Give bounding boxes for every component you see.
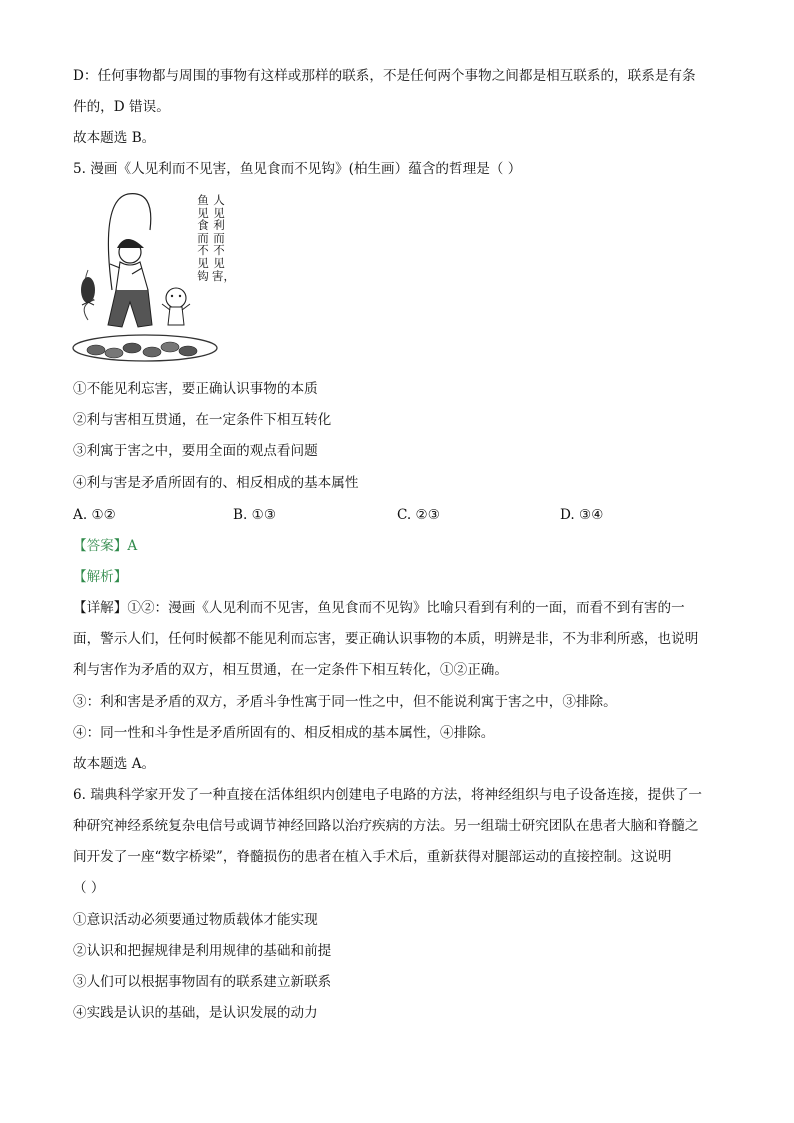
question-6-blank: （ ） — [73, 880, 105, 896]
question-6-stem: 6. 瑞典科学家开发了一种直接在活体组织内创建电子电路的方法，将神经组织与电子设备连接，提供了一 — [73, 787, 703, 803]
text-line: 件的，D 错误。 — [73, 99, 170, 115]
statement-2: ②利与害相互贯通，在一定条件下相互转化 — [73, 412, 332, 428]
analysis-text: 【详解】①②：漫画《人见利而不见害，鱼见食而不见钩》比喻只看到有利的一面，而看不到有害的一 — [73, 600, 685, 616]
text-line: 故本题选 B。 — [73, 130, 156, 146]
statement-3: ③人们可以根据事物固有的联系建立新联系 — [73, 974, 332, 990]
statement-4: ④利与害是矛盾所固有的、相反相成的基本属性 — [73, 475, 359, 491]
analysis-text: ④：同一性和斗争性是矛盾所固有的、相反相成的基本属性，④排除。 — [73, 725, 495, 741]
analysis-text: 利与害作为矛盾的双方，相互贯通，在一定条件下相互转化，①②正确。 — [73, 662, 508, 678]
question-6-stem: 种研究神经系统复杂电信号或调节神经回路以治疗疾病的方法。另一组瑞士研究团队在患者大脑和脊髓之 — [73, 818, 699, 834]
statement-1: ①意识活动必须要通过物质载体才能实现 — [73, 912, 318, 928]
option-d: D. ③④ — [560, 507, 604, 523]
analysis-text: ③：利和害是矛盾的双方，矛盾斗争性寓于同一性之中，但不能说利寓于害之中，③排除。 — [73, 694, 617, 710]
answer-options — [73, 506, 733, 524]
option-a: A. ①② — [73, 507, 116, 523]
analysis-label: 【解析】 — [73, 569, 128, 585]
analysis-text: 面，警示人们，任何时候都不能见利而忘害，要正确认识事物的本质，明辨是非，不为非利所惑，也说明 — [73, 631, 699, 647]
statement-2: ②认识和把握规律是利用规律的基础和前提 — [73, 943, 332, 959]
question-6-stem: 间开发了一座“数字桥梁”，脊髓损伤的患者在植入手术后，重新获得对腿部运动的直接控制。这说明 — [73, 849, 672, 865]
statement-3: ③利寓于害之中，要用全面的观点看问题 — [73, 443, 318, 459]
answer-label: 【答案】A — [73, 538, 138, 554]
cartoon-caption-left: 鱼见食而不见钩 — [197, 193, 209, 283]
cartoon-caption-right: 人见利而不见害， — [212, 193, 235, 283]
cartoon-illustration — [70, 190, 235, 365]
statement-4: ④实践是认识的基础，是认识发展的动力 — [73, 1005, 318, 1021]
option-c: C. ②③ — [397, 507, 440, 523]
text-line: D：任何事物都与周围的事物有这样或那样的联系，不是任何两个事物之间都是相互联系的，联系是有条 — [73, 68, 696, 84]
text-line: 故本题选 A。 — [73, 756, 156, 772]
option-b: B. ①③ — [233, 507, 277, 523]
statement-1: ①不能见利忘害，要正确认识事物的本质 — [73, 381, 318, 397]
question-5-stem: 5. 漫画《人见利而不见害，鱼见食而不见钩》(柏生画）蕴含的哲理是（ ） — [73, 161, 522, 177]
